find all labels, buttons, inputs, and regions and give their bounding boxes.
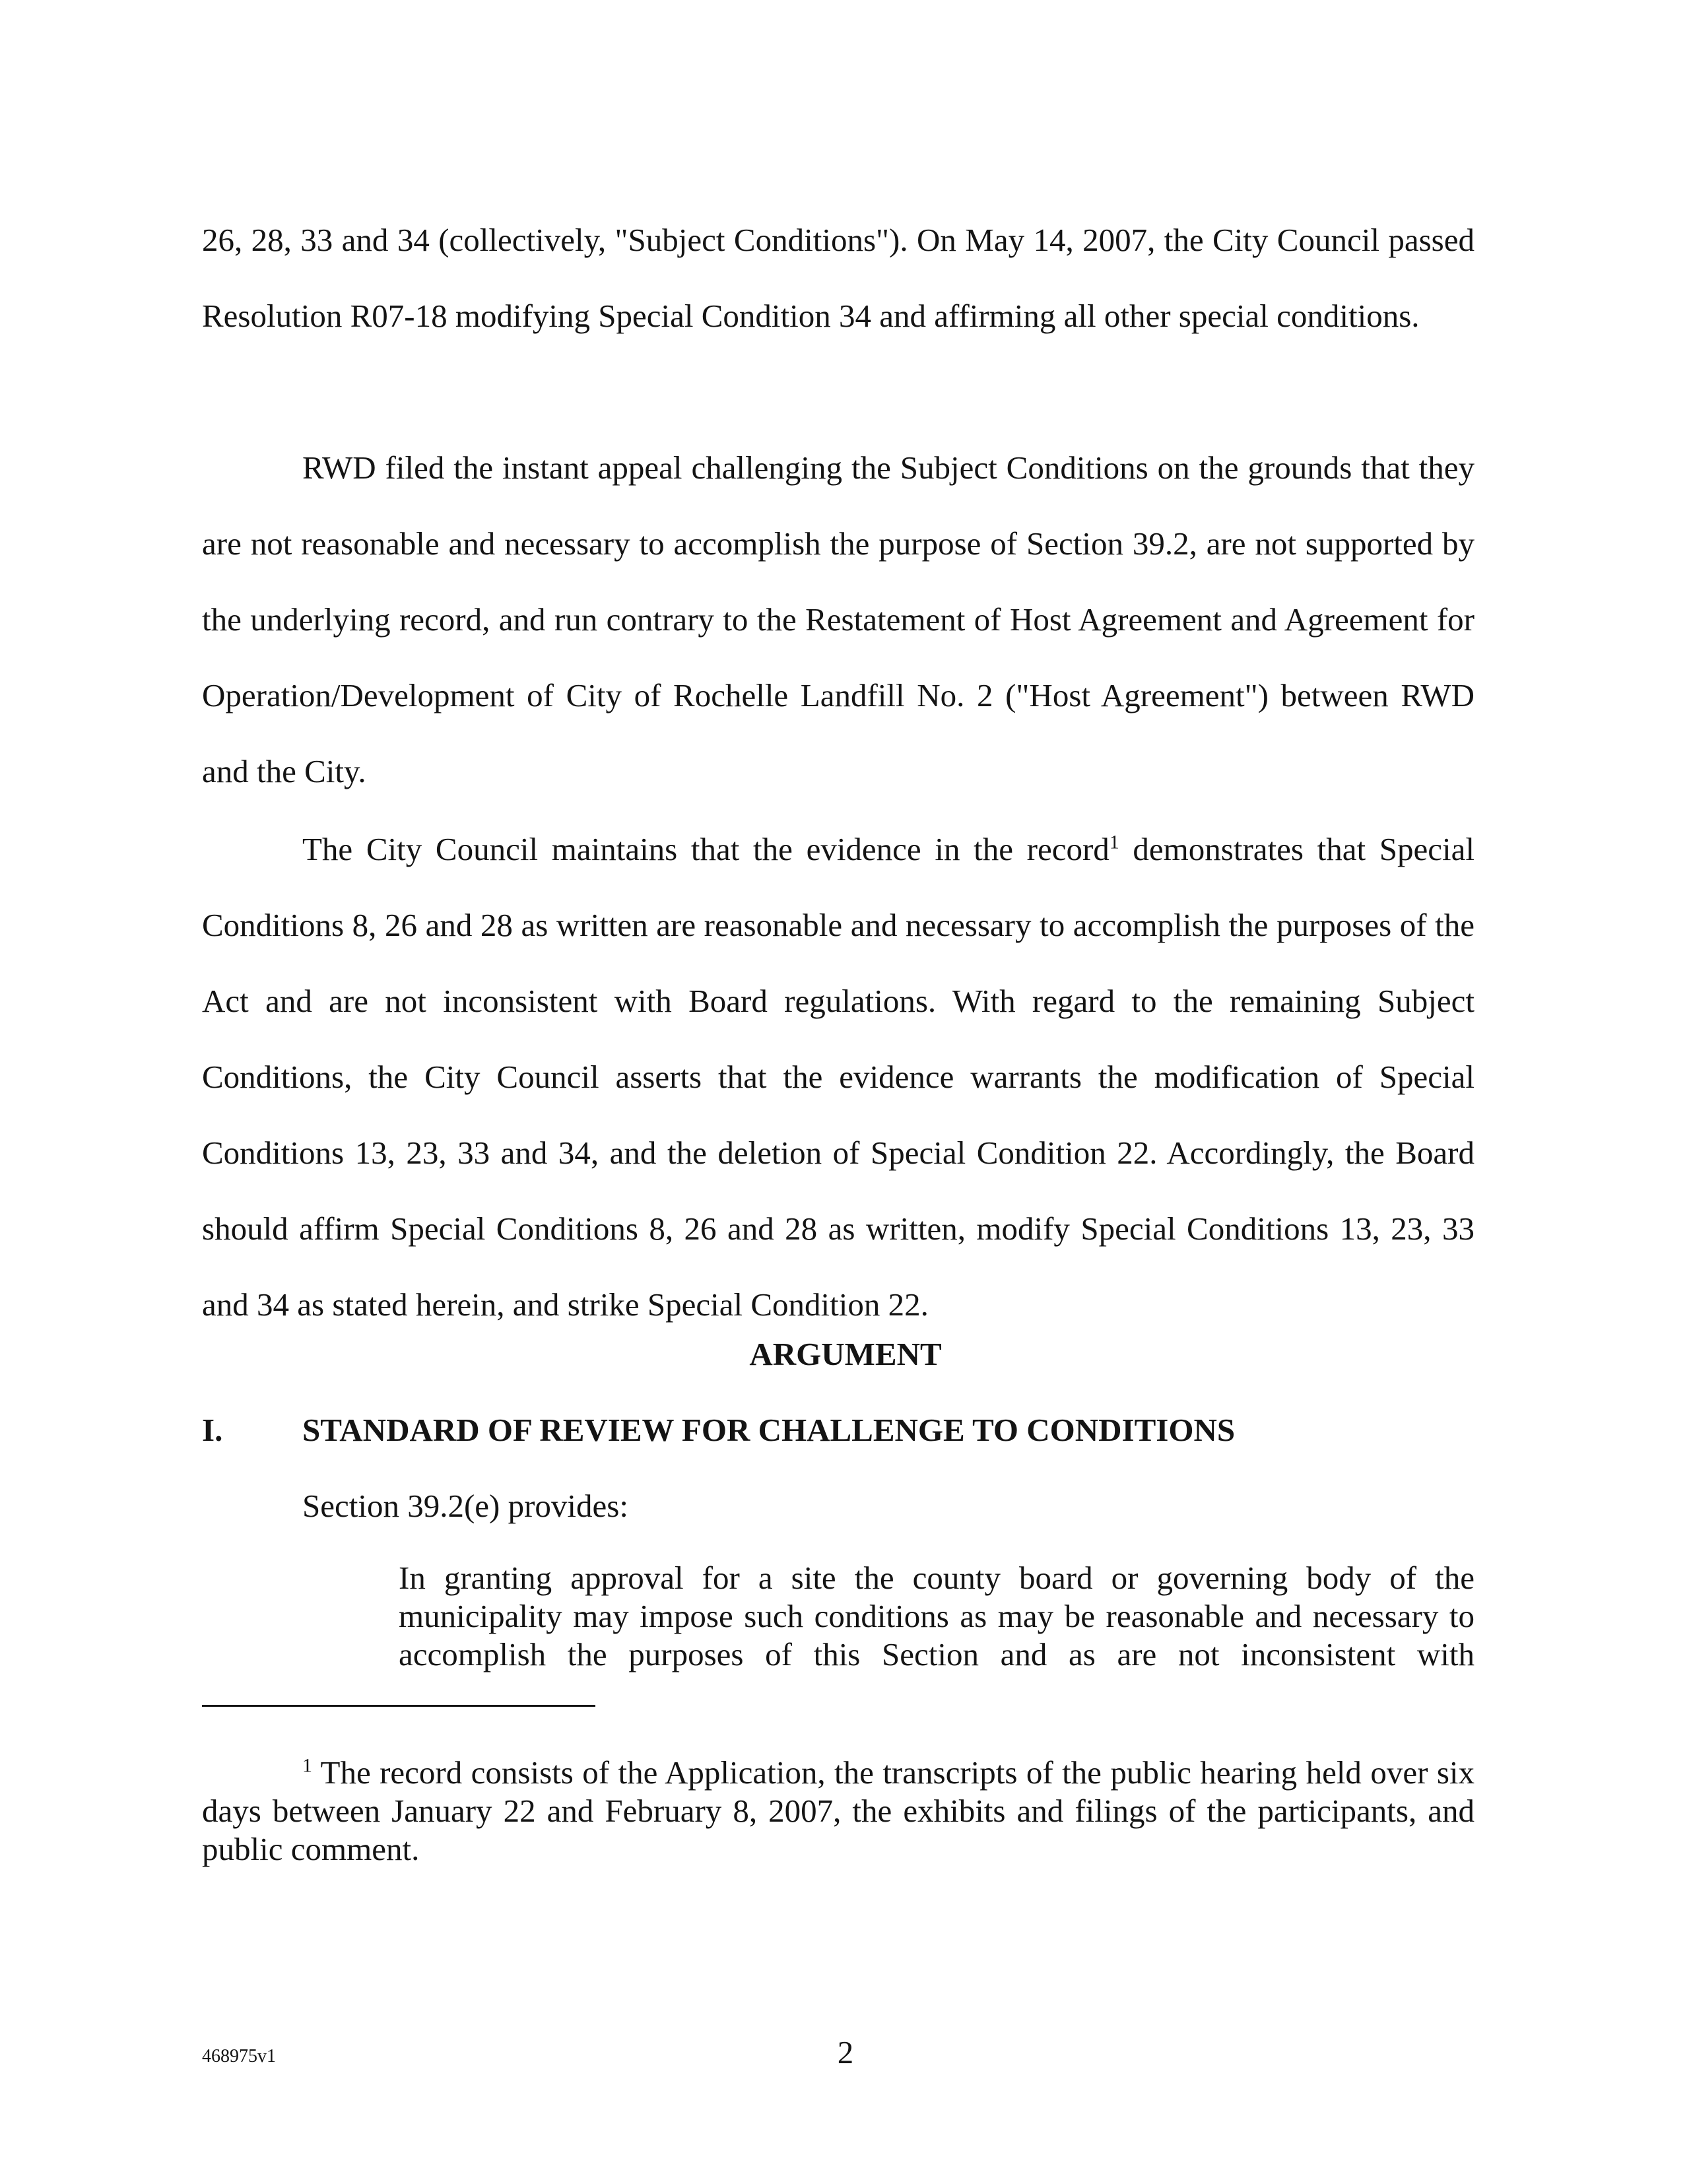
paragraph-3-text-end: demonstrates that Special Conditions 8, 26 and 28 as written are reasonable and necessary to accomplish the purposes of the Act and are not inconsistent with Board regulations. With regard to the remaining Subject Conditions, the City Council asserts that the evidence warrants the modification of Special Conditions 13, 23, 33 and 34, and the deletion of Special Condition 22. Accordingly, the Board should affirm Special Conditions 8, 26 and 28 as written, modify Special Conditions 13, 23, 33 and 34 as stated herein, and strike Special Condition 22. [202,831,1475,1323]
statute-intro: Section 39.2(e) provides: [302,1488,628,1524]
statute-block-quote: In granting approval for a site the county board or governing body of the municipality may impose such conditions as may be reasonable and necessary to accomplish the purposes of this Section and as are not inconsistent with [399,1560,1475,1672]
paragraph-3-text-start: The City Council maintains that the evidence in the record [302,831,1110,867]
body-paragraph-2: RWD filed the instant appeal challenging the Subject Conditions on the grounds that they are not reasonable and necessary to accomplish the purpose of Section 39.2, are not supported by the underlying record, and run contrary to the Restatement of Host Agreement and Agreement for Operation/Development of City of Rochelle Landfill No. 2 ("Host Agreement") between RWD and the City. [202,449,1475,789]
section-number: I. [202,1412,223,1448]
footnote-reference: 1 [1109,831,1119,853]
footnote [202,1754,1475,1869]
footnote-text: The record consists of the Application, the transcripts of the public hearing held over six days between January 22 and February 8, 2007, the exhibits and filings of the participants, and public comment. [202,1754,1475,1867]
body-paragraph-1: 26, 28, 33 and 34 (collectively, "Subject Conditions"). On May 14, 2007, the City Council passed Resolution R07-18 modifying Special Condition 34 and affirming all other special conditions. [202,222,1475,334]
body-paragraph-3 [202,811,1475,1342]
document-id: 468975v1 [202,2046,276,2067]
section-title: STANDARD OF REVIEW FOR CHALLENGE TO CONDITIONS [302,1412,1236,1448]
footnote-separator [202,1705,595,1707]
argument-heading: ARGUMENT [749,1336,942,1372]
page-number: 2 [837,2034,854,2070]
footnote-marker: 1 [302,1754,312,1777]
